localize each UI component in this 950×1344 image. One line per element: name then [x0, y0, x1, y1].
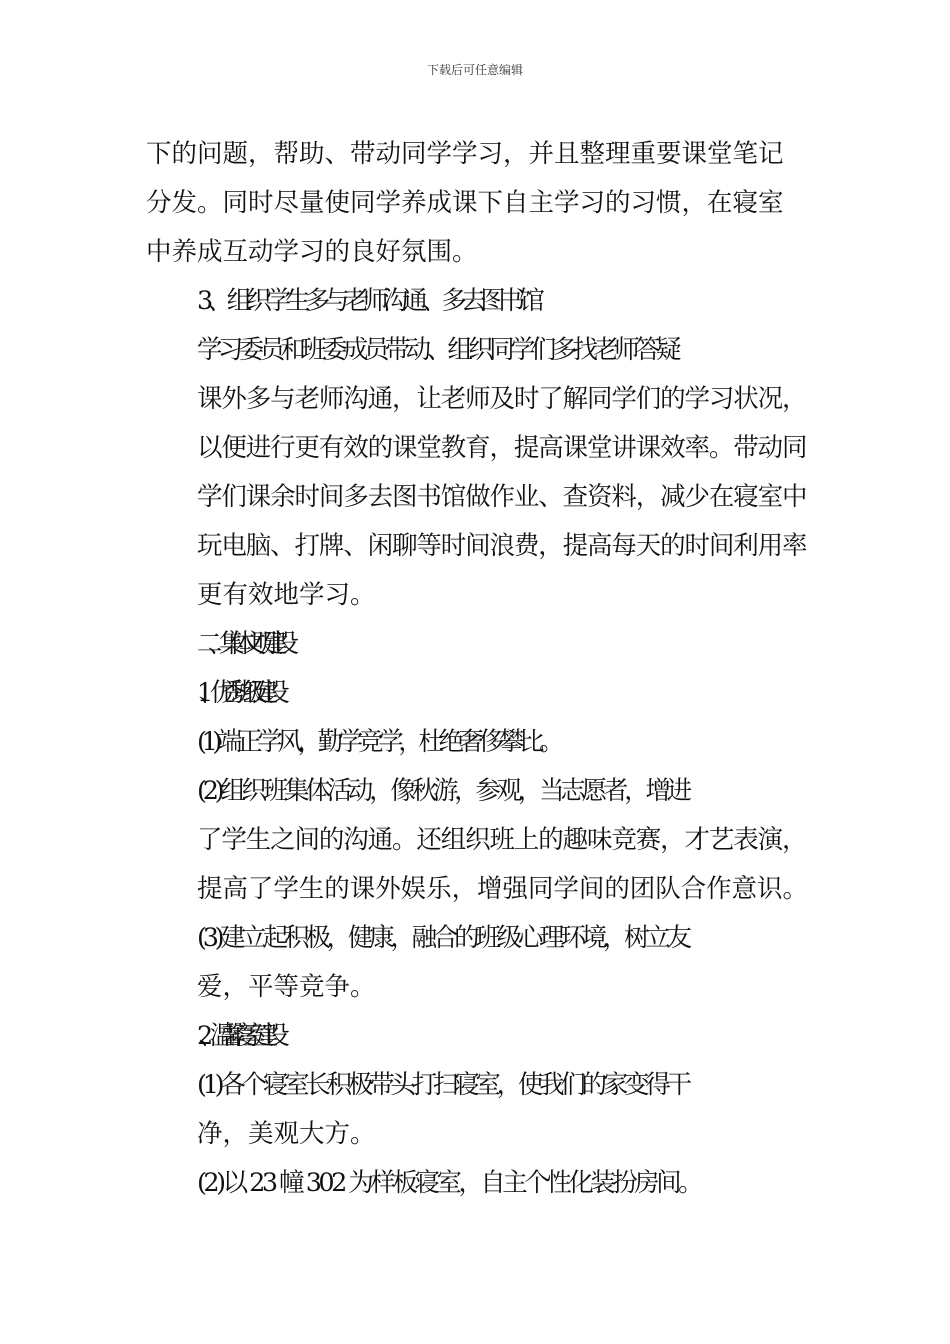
paragraph-study-committee: [146, 326, 808, 620]
paragraph-heading-teacher-library: [146, 277, 808, 326]
text-line: 以便进行更有效的课堂教育，提高课堂讲课效率。带动同: [197, 433, 807, 463]
text-line: 玩电脑、打牌、闲聊等时间浪费，提高每天的时间利用率: [197, 531, 807, 561]
text-line: 学们课余时间多去图书馆做作业、查资料，减少在寝室中: [197, 482, 807, 512]
text-line: (2)组织班集体活动，像秋游，参观，当志愿者，增进: [197, 776, 688, 806]
text-line: 1、优秀班级建设: [197, 678, 276, 708]
text-line: 二、集体文明建设: [197, 629, 285, 659]
paragraph-item-class-activities: [146, 767, 808, 914]
paragraph-item-class-environment: [146, 914, 808, 1012]
text-line: 2、温馨寝室建设: [197, 1021, 276, 1051]
text-line: (1)端正学风，勤学竞学，杜绝奢侈攀比。: [197, 727, 560, 757]
text-line: 更有效地学习。: [197, 580, 376, 610]
paragraph-heading-excellent-class: [146, 669, 808, 718]
paragraph-heading-warm-dorm: [146, 1012, 808, 1061]
text-line: 提高了学生的课外娱乐，增强同学间的团队合作意识。: [197, 874, 808, 904]
text-line: 3、组织学生多与老师沟通、多去图书馆: [197, 286, 539, 316]
paragraph-heading-collective-civilization: [146, 620, 808, 669]
text-line: 学习委员和班委成员带动、组织同学们多找老师答疑: [197, 335, 677, 365]
document-body: [146, 130, 808, 1208]
paragraph-item-study-style: [146, 718, 808, 767]
text-line: 中养成互动学习的良好氛围。: [146, 237, 478, 267]
text-line: 净，美观大方。: [197, 1119, 376, 1149]
page-header: 下载后可任意编辑: [426, 63, 523, 77]
text-line: (1)各个寝室长积极带头打扫寝室，使我们的家变得干: [197, 1070, 688, 1100]
text-line: 了学生之间的沟通。还组织班上的趣味竞赛，才艺表演，: [197, 825, 807, 855]
text-line: 下的问题，帮助、带动同学学习，并且整理重要课堂笔记: [146, 139, 784, 169]
text-line: (3)建立起积极，健康，融合的班级心理环境，树立友: [197, 923, 688, 953]
paragraph-item-dorm-cleaning: [146, 1061, 808, 1159]
text-line: (2)以 23 幢 302 为样板寝室，自主个性化装扮房间。: [197, 1168, 701, 1198]
text-line: 分发。同时尽量使同学养成课下自主学习的习惯，在寝室: [146, 188, 784, 218]
text-line: 爱，平等竞争。: [197, 972, 376, 1002]
paragraph-item-model-dorm: [146, 1159, 808, 1208]
text-line: 课外多与老师沟通，让老师及时了解同学们的学习状况，: [197, 384, 807, 414]
paragraph-study-habits: [146, 130, 808, 277]
